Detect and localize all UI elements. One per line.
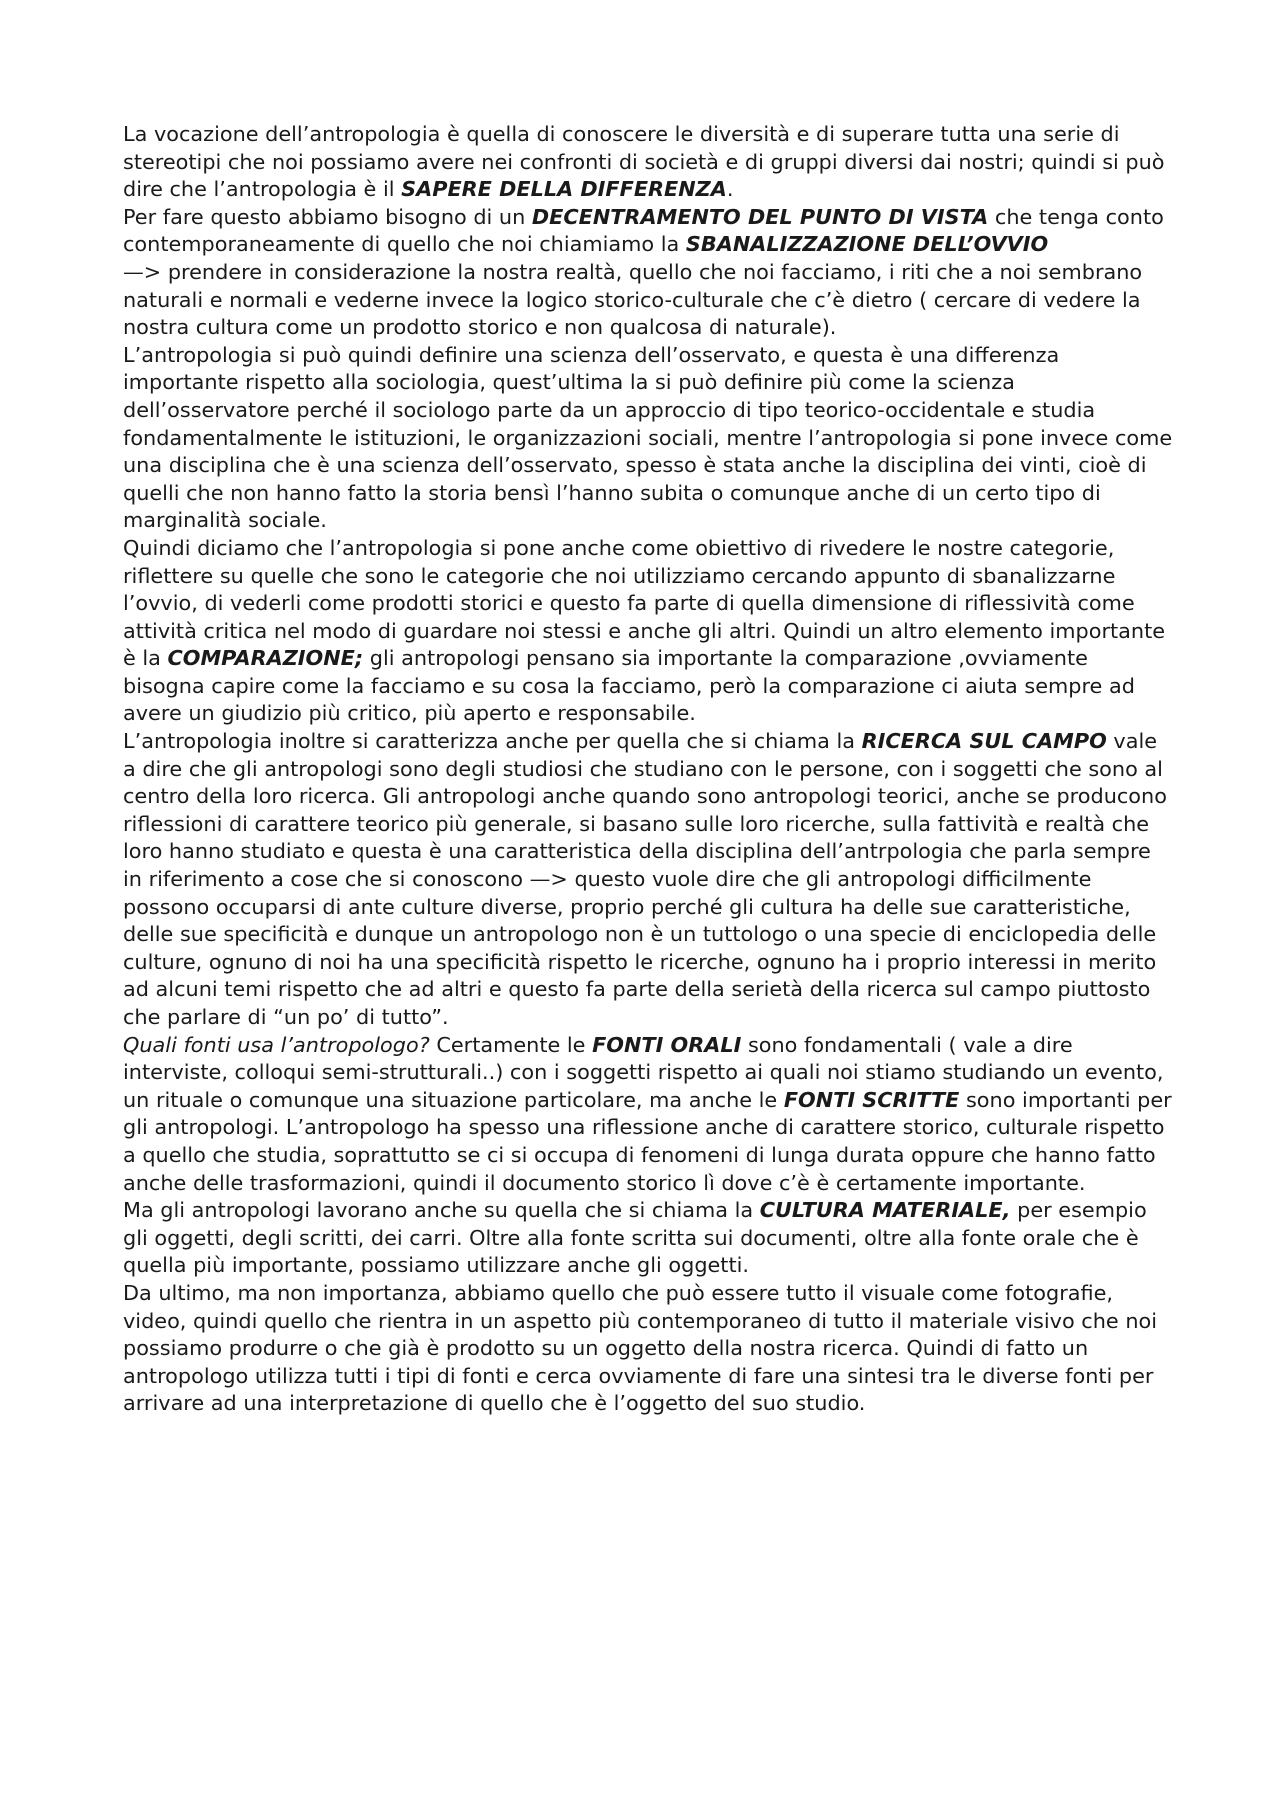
keyword-comparazione: COMPARAZIONE; [167,646,364,671]
text-run: Quindi diciamo che l’antropologia si pone anche come obiettivo di rivedere le nostre categorie, riflettere su quelle che sono le categorie che noi utilizziamo cercando appunto di sbanalizzarne l’ovvio, di vederli come prodotti storici e questo fa parte di quella dimensione di riflessività come attività critica nel modo di guardare noi stessi e anche gli altri. Quindi un altro elemento importante è la [123,535,1166,671]
paragraph-fonti [123,1032,1173,1198]
keyword-decentramento: DECENTRAMENTO DEL PUNTO DI VISTA [531,204,989,229]
text-run: L’antropologia si può quindi definire una scienza dell’osservato, e questa è una differenza importante rispetto alla sociologia, quest’ultima la si può definire più come la scienza dell’osservatore perché il sociologo parte da un approccio di tipo teorico-occidentale e studia fondamentalmente le istituzioni, le organizzazioni sociali, mentre l’antropologia si pone invece come una disciplina che è una scienza dell’osservato, spesso è stata anche la disciplina dei vinti, cioè di quelli che non hanno fatto la storia bensì l’hanno subita o comunque anche di un certo tipo di marginalità sociale. [123,342,1173,533]
text-run: gli antropologi pensano sia importante la comparazione ,ovviamente bisogna capire come la facciamo e su cosa la facciamo, però la comparazione ci aiuta sempre ad avere un giudizio più critico, più aperto e responsabile. [123,646,1135,726]
paragraph-scienza-osservato [123,342,1173,535]
text-run: Ma gli antropologi lavorano anche su quella che si chiama la [123,1198,760,1223]
keyword-fonti-orali: FONTI ORALI [592,1032,742,1057]
paragraph-sapere-differenza [123,121,1173,204]
paragraph-cultura-materiale [123,1197,1173,1280]
text-run: sono importanti per gli antropologi. L’antropologo ha spesso una riflessione anche di carattere storico, culturale rispetto a quello che studia, soprattutto se ci si occupa di fenomeni di lunga durata oppure che hanno fatto anche delle trasformazioni, quindi il documento storico lì dove c’è è certamente importante. [123,1087,1172,1195]
text-run: che tenga conto contemporaneamente di quello che noi chiamiamo la [123,204,1164,257]
paragraph-ricerca-sul-campo [123,728,1173,1032]
text-run: La vocazione dell’antropologia è quella di conoscere le diversità e di superare tutta una serie di stereotipi che noi possiamo avere nei confronti di società e di gruppi diversi dai nostri; quindi si può dire che l’antropologia è il [123,122,1165,202]
text-run: —> prendere in considerazione la nostra realtà, quello che noi facciamo, i riti che a noi sembrano naturali e normali e vederne invece la logico storico-culturale che c’è dietro ( cercare di vedere la nostra cultura come un prodotto storico e non qualcosa di naturale). [123,259,1143,340]
text-run: . [726,177,734,202]
text-run: vale a dire che gli antropologi sono degli studiosi che studiano con le persone, con i soggetti che sono al centro della loro ricerca. Gli antropologi anche quando sono antropologi teorici, anche se producono riflessioni di carattere teorico più generale, si basano sulle loro ricerche, sulla fattività e realtà che loro hanno studiato e questa è una caratteristica della disciplina dell’antrpologia che parla sempre in riferimento a cose che si conoscono —> questo vuole dire che gli antropologi difficilmente possono occuparsi di ante culture diverse, proprio perché gli cultura ha delle sue caratteristiche, delle sue specificità e dunque un antropologo non è un tuttologo o una specie di enciclopedia delle culture, ognuno di noi ha una specificità rispetto le ricerche, ognuno ha i proprio interessi in merito ad alcuni temi rispetto che ad altri e questo fa parte della serietà della ricerca sul campo piuttosto che parlare di “un po’ di tutto”. [123,729,1167,1029]
keyword-fonti-scritte: FONTI SCRITTE [783,1087,960,1112]
document-page [123,121,1173,1418]
text-run: Per fare questo abbiamo bisogno di un [123,204,532,229]
text-run: L’antropologia inoltre si caratterizza anche per quella che si chiama la [123,729,862,754]
paragraph-visuale [123,1280,1173,1418]
question-quali-fonti: Quali fonti usa l’antropologo? [123,1032,430,1057]
paragraph-decentramento [123,204,1173,259]
paragraph-comparazione [123,535,1173,728]
paragraph-arrow-explanation [123,259,1173,342]
keyword-ricerca-sul-campo: RICERCA SUL CAMPO [861,729,1107,754]
text-run: Certamente le [429,1032,593,1057]
text-run: sono fondamentali ( vale a dire interviste, colloqui semi-strutturali..) con i soggetti rispetto ai quali noi stiamo studiando un evento, un rituale o comunque una situazione particolare, ma anche le [123,1032,1164,1112]
text-run: per esempio gli oggetti, degli scritti, dei carri. Oltre alla fonte scritta sui documenti, oltre alla fonte orale che è quella più importante, possiamo utilizzare anche gli oggetti. [123,1198,1147,1278]
text-run: Da ultimo, ma non importanza, abbiamo quello che può essere tutto il visuale come fotografie, video, quindi quello che rientra in un aspetto più contemporaneo di tutto il materiale visivo che noi possiamo produrre o che già è prodotto su un oggetto della nostra ricerca. Quindi di fatto un antropologo utilizza tutti i tipi di fonti e cerca ovviamente di fare una sintesi tra le diverse fonti per arrivare ad una interpretazione di quello che è l’oggetto del suo studio. [123,1280,1158,1416]
keyword-sapere-della-differenza: SAPERE DELLA DIFFERENZA [401,177,727,202]
keyword-cultura-materiale: CULTURA MATERIALE, [759,1198,1011,1223]
keyword-sbanalizzazione: SBANALIZZAZIONE DELL’OVVIO [685,232,1049,257]
